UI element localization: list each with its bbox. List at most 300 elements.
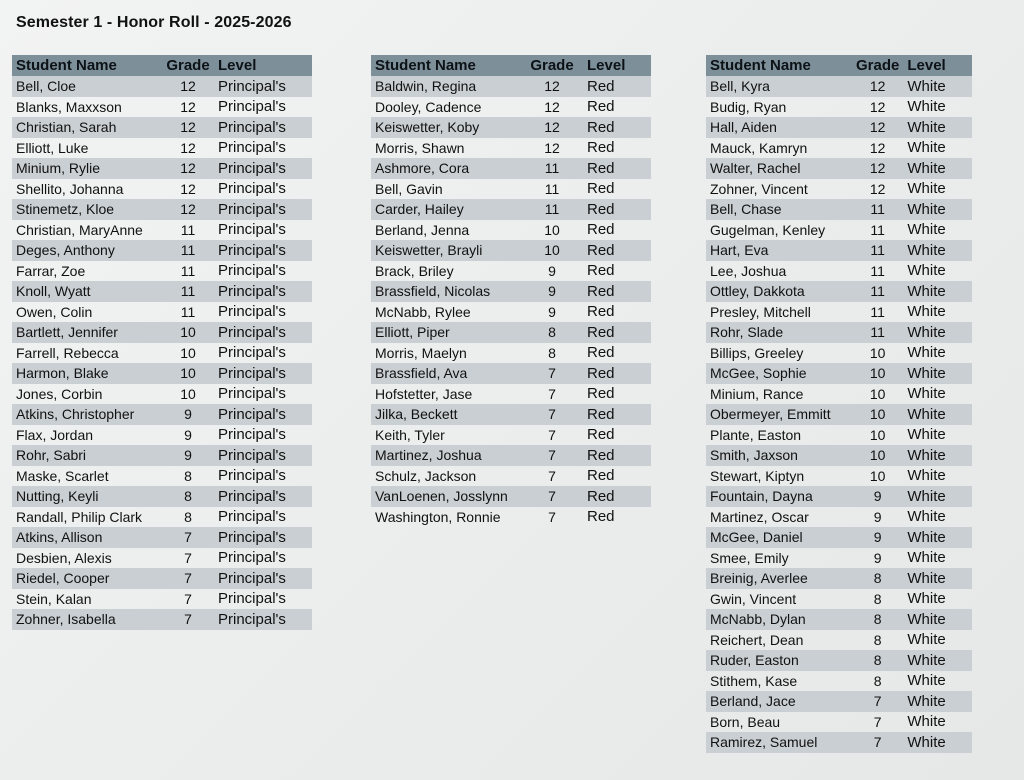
table-row — [12, 343, 312, 364]
student-name-cell: Stein, Kalan — [16, 590, 92, 607]
student-name-cell: Brassfield, Nicolas — [371, 281, 521, 302]
table-row — [12, 179, 312, 200]
level-cell: White — [907, 590, 946, 608]
level-cell: White — [903, 568, 972, 589]
level-cell: Principal's — [218, 98, 286, 116]
table-row — [706, 343, 972, 364]
student-name-cell: Keith, Tyler — [375, 426, 445, 443]
table-row — [706, 609, 972, 630]
grade-cell: 7 — [521, 363, 583, 384]
grade-cell: 11 — [852, 199, 903, 220]
grade-cell: 8 — [873, 631, 882, 648]
principals-table — [12, 55, 312, 630]
grade-cell: 7 — [548, 385, 556, 402]
level-cell: Red — [587, 303, 615, 321]
student-name-cell: Owen, Colin — [16, 303, 93, 320]
level-cell: Principal's — [218, 180, 286, 198]
level-cell: White — [907, 508, 946, 526]
table-row — [12, 76, 312, 97]
page-title: Semester 1 - Honor Roll - 2025-2026 — [16, 14, 292, 31]
grade-cell: 8 — [852, 609, 903, 630]
level-cell: White — [903, 240, 972, 261]
grade-cell: 9 — [162, 445, 214, 466]
table-row — [706, 466, 972, 487]
table-row — [706, 138, 972, 159]
level-cell: White — [907, 262, 946, 280]
table-row — [706, 76, 972, 97]
table-row — [706, 527, 972, 548]
level-cell: Principal's — [218, 221, 286, 239]
table-row — [706, 199, 972, 220]
level-cell: White — [907, 426, 946, 444]
grade-cell: 12 — [544, 139, 560, 156]
level-cell: Red — [587, 344, 615, 362]
table-row — [706, 712, 972, 733]
student-name-cell: Bell, Chase — [706, 199, 852, 220]
table-row — [706, 630, 972, 651]
student-name-cell: McNabb, Dylan — [706, 609, 852, 630]
grade-cell: 7 — [162, 609, 214, 630]
grade-cell: 11 — [870, 221, 885, 238]
grade-cell: 10 — [869, 385, 886, 402]
grade-cell: 10 — [852, 445, 903, 466]
level-cell: Principal's — [218, 344, 286, 362]
table-row — [371, 302, 651, 323]
table-row — [371, 486, 651, 507]
grade-cell: 11 — [521, 199, 583, 220]
table-row — [12, 363, 312, 384]
student-name-cell: Berland, Jenna — [375, 221, 470, 238]
grade-cell: 12 — [162, 158, 214, 179]
level-cell: Principal's — [214, 281, 312, 302]
grade-cell: 10 — [162, 322, 214, 343]
grade-cell: 7 — [548, 426, 556, 443]
level-cell: Principal's — [218, 262, 286, 280]
student-name-cell: Nutting, Keyli — [12, 486, 162, 507]
student-name-cell: Schulz, Jackson — [375, 467, 477, 484]
table-row — [371, 97, 651, 118]
level-cell: Red — [583, 76, 651, 97]
level-cell: Red — [583, 158, 651, 179]
student-name-cell: Ashmore, Cora — [371, 158, 521, 179]
grade-cell: 12 — [544, 98, 560, 115]
level-cell: Principal's — [214, 527, 312, 548]
grade-cell: 11 — [870, 262, 885, 279]
level-cell: Red — [583, 363, 651, 384]
header-student-name: Student Name — [371, 55, 521, 76]
table-row — [12, 97, 312, 118]
grade-cell: 12 — [869, 180, 886, 197]
student-name-cell: Jones, Corbin — [16, 385, 103, 402]
student-name-cell: Hart, Eva — [706, 240, 852, 261]
student-name-cell: Flax, Jordan — [16, 426, 94, 443]
table-row — [706, 281, 972, 302]
student-name-cell: Reichert, Dean — [710, 631, 804, 648]
level-cell: White — [907, 98, 946, 116]
student-name-cell: Elliott, Luke — [16, 139, 89, 156]
student-name-cell: McGee, Sophie — [706, 363, 852, 384]
table-row — [12, 548, 312, 569]
grade-cell: 12 — [852, 158, 903, 179]
student-name-cell: Fountain, Dayna — [706, 486, 852, 507]
grade-cell: 12 — [852, 76, 903, 97]
level-cell: Principal's — [218, 303, 286, 321]
level-cell: Red — [583, 240, 651, 261]
table-row — [706, 425, 972, 446]
grade-cell: 12 — [162, 199, 214, 220]
student-name-cell: Zohner, Vincent — [710, 180, 808, 197]
table-row — [12, 527, 312, 548]
grade-cell: 9 — [852, 527, 903, 548]
level-cell: White — [907, 180, 946, 198]
level-cell: White — [903, 691, 972, 712]
student-name-cell: Bell, Gavin — [375, 180, 443, 197]
level-cell: White — [903, 445, 972, 466]
table-header-row — [706, 55, 972, 76]
student-name-cell: Bell, Kyra — [706, 76, 852, 97]
student-name-cell: VanLoenen, Josslynn — [371, 486, 521, 507]
student-name-cell: Atkins, Allison — [12, 527, 162, 548]
grade-cell: 9 — [548, 262, 556, 279]
level-cell: White — [907, 672, 946, 690]
grade-cell: 7 — [852, 732, 903, 753]
student-name-cell: Martinez, Oscar — [710, 508, 809, 525]
grade-cell: 12 — [852, 117, 903, 138]
grade-cell: 9 — [548, 303, 556, 320]
table-row — [371, 384, 651, 405]
grade-cell: 12 — [180, 139, 196, 156]
table-row — [12, 199, 312, 220]
grade-cell: 11 — [521, 158, 583, 179]
student-name-cell: McNabb, Rylee — [375, 303, 471, 320]
grade-cell: 12 — [869, 139, 886, 156]
level-cell: White — [907, 631, 946, 649]
student-name-cell: Farrar, Zoe — [16, 262, 86, 279]
student-name-cell: Morris, Shawn — [375, 139, 465, 156]
level-cell: White — [903, 527, 972, 548]
level-cell: Red — [583, 404, 651, 425]
student-name-cell: Minium, Rance — [710, 385, 804, 402]
level-cell: Principal's — [214, 609, 312, 630]
table-row — [706, 322, 972, 343]
grade-cell: 7 — [873, 713, 882, 730]
level-cell: White — [903, 732, 972, 753]
table-header-row — [12, 55, 312, 76]
level-cell: Principal's — [214, 76, 312, 97]
student-name-cell: Zohner, Isabella — [12, 609, 162, 630]
level-cell: Principal's — [214, 445, 312, 466]
table-row — [706, 97, 972, 118]
table-row — [706, 507, 972, 528]
level-cell: Principal's — [218, 426, 286, 444]
level-cell: Principal's — [214, 363, 312, 384]
grade-cell: 11 — [852, 281, 903, 302]
student-name-cell: Walter, Rachel — [706, 158, 852, 179]
table-row — [12, 322, 312, 343]
table-row — [371, 343, 651, 364]
grade-cell: 10 — [869, 344, 886, 361]
student-name-cell: Elliott, Piper — [371, 322, 521, 343]
student-name-cell: Ruder, Easton — [706, 650, 852, 671]
student-name-cell: Christian, MaryAnne — [16, 221, 143, 238]
grade-cell: 9 — [184, 426, 192, 443]
table-row — [371, 363, 651, 384]
grade-cell: 7 — [521, 486, 583, 507]
level-cell: Red — [583, 199, 651, 220]
level-cell: Principal's — [214, 568, 312, 589]
table-row — [371, 261, 651, 282]
student-name-cell: Christian, Sarah — [12, 117, 162, 138]
level-cell: White — [903, 199, 972, 220]
student-name-cell: Maske, Scarlet — [16, 467, 109, 484]
grade-cell: 7 — [162, 527, 214, 548]
table-row — [12, 404, 312, 425]
level-cell: Principal's — [214, 486, 312, 507]
student-name-cell: Presley, Mitchell — [710, 303, 811, 320]
table-row — [12, 240, 312, 261]
level-cell: White — [903, 609, 972, 630]
table-row — [706, 548, 972, 569]
red-table — [371, 55, 651, 527]
student-name-cell: Smee, Emily — [710, 549, 789, 566]
student-name-cell: Berland, Jace — [706, 691, 852, 712]
grade-cell: 11 — [162, 240, 214, 261]
student-name-cell: Stinemetz, Kloe — [12, 199, 162, 220]
level-cell: Red — [587, 262, 615, 280]
level-cell: Red — [583, 117, 651, 138]
table-row — [371, 425, 651, 446]
table-row — [706, 302, 972, 323]
grade-cell: 10 — [852, 363, 903, 384]
table-row — [706, 568, 972, 589]
table-row — [12, 281, 312, 302]
level-cell: Principal's — [214, 404, 312, 425]
table-row — [706, 732, 972, 753]
level-cell: Principal's — [218, 590, 286, 608]
level-cell: Principal's — [214, 240, 312, 261]
grade-cell: 8 — [873, 590, 882, 607]
student-name-cell: Randall, Philip Clark — [16, 508, 143, 525]
grade-cell: 11 — [180, 262, 196, 279]
grade-cell: 11 — [870, 303, 885, 320]
student-name-cell: Atkins, Christopher — [12, 404, 162, 425]
student-name-cell: Obermeyer, Emmitt — [706, 404, 852, 425]
header-student-name: Student Name — [706, 55, 852, 76]
grade-cell: 7 — [162, 568, 214, 589]
level-cell: White — [903, 486, 972, 507]
level-cell: Principal's — [214, 117, 312, 138]
student-name-cell: Ottley, Dakkota — [706, 281, 852, 302]
level-cell: Red — [587, 98, 615, 116]
grade-cell: 11 — [180, 221, 196, 238]
grade-cell: 12 — [180, 180, 196, 197]
student-name-cell: Riedel, Cooper — [12, 568, 162, 589]
table-row — [706, 261, 972, 282]
table-row — [706, 404, 972, 425]
table-row — [371, 199, 651, 220]
table-row — [371, 466, 651, 487]
table-row — [371, 281, 651, 302]
level-cell: White — [903, 281, 972, 302]
table-row — [371, 322, 651, 343]
table-row — [371, 117, 651, 138]
table-row — [706, 117, 972, 138]
header-level: Level — [583, 55, 651, 76]
grade-cell: 11 — [852, 240, 903, 261]
grade-cell: 11 — [852, 322, 903, 343]
level-cell: White — [903, 404, 972, 425]
grade-cell: 11 — [162, 281, 214, 302]
level-cell: Principal's — [218, 549, 286, 567]
level-cell: Red — [587, 385, 615, 403]
table-row — [371, 240, 651, 261]
grade-cell: 12 — [162, 76, 214, 97]
grade-cell: 9 — [521, 281, 583, 302]
student-name-cell: Rohr, Slade — [706, 322, 852, 343]
header-level: Level — [903, 55, 972, 76]
grade-cell: 8 — [184, 508, 192, 525]
table-row — [371, 507, 651, 528]
table-row — [706, 691, 972, 712]
student-name-cell: Ramirez, Samuel — [706, 732, 852, 753]
student-name-cell: Stithem, Kase — [710, 672, 798, 689]
grade-cell: 12 — [521, 76, 583, 97]
grade-cell: 7 — [548, 508, 556, 525]
table-row — [371, 179, 651, 200]
student-name-cell: Hofstetter, Jase — [375, 385, 473, 402]
student-name-cell: Morris, Maelyn — [375, 344, 467, 361]
table-row — [12, 117, 312, 138]
student-name-cell: Harmon, Blake — [12, 363, 162, 384]
level-cell: White — [907, 385, 946, 403]
table-row — [12, 220, 312, 241]
table-row — [706, 445, 972, 466]
student-name-cell: Hall, Aiden — [706, 117, 852, 138]
student-name-cell: Bartlett, Jennifer — [12, 322, 162, 343]
grade-cell: 12 — [869, 98, 886, 115]
header-grade: Grade — [852, 55, 903, 76]
table-row — [12, 466, 312, 487]
header-level: Level — [214, 55, 312, 76]
grade-cell: 8 — [852, 568, 903, 589]
level-cell: Red — [587, 508, 615, 526]
grade-cell: 10 — [162, 363, 214, 384]
student-name-cell: Washington, Ronnie — [375, 508, 501, 525]
grade-cell: 8 — [852, 650, 903, 671]
level-cell: Principal's — [218, 385, 286, 403]
student-name-cell: Smith, Jaxson — [706, 445, 852, 466]
level-cell: White — [907, 221, 946, 239]
grade-cell: 10 — [852, 404, 903, 425]
grade-cell: 7 — [521, 404, 583, 425]
table-row — [706, 220, 972, 241]
grade-cell: 12 — [162, 117, 214, 138]
table-row — [706, 671, 972, 692]
level-cell: White — [903, 117, 972, 138]
grade-cell: 9 — [852, 486, 903, 507]
table-row — [12, 261, 312, 282]
table-row — [12, 384, 312, 405]
grade-cell: 8 — [184, 467, 192, 484]
student-name-cell: Brassfield, Ava — [371, 363, 521, 384]
level-cell: White — [903, 158, 972, 179]
level-cell: Red — [587, 426, 615, 444]
student-name-cell: Shellito, Johanna — [16, 180, 124, 197]
grade-cell: 12 — [180, 98, 196, 115]
grade-cell: 7 — [852, 691, 903, 712]
level-cell: Principal's — [214, 199, 312, 220]
grade-cell: 8 — [162, 486, 214, 507]
table-row — [12, 425, 312, 446]
table-row — [371, 445, 651, 466]
student-name-cell: Budig, Ryan — [710, 98, 787, 115]
level-cell: Red — [587, 467, 615, 485]
level-cell: Red — [583, 445, 651, 466]
grade-cell: 8 — [548, 344, 556, 361]
level-cell: White — [907, 713, 946, 731]
white-table — [706, 55, 972, 753]
student-name-cell: Dooley, Cadence — [375, 98, 482, 115]
table-row — [706, 179, 972, 200]
grade-cell: 9 — [873, 549, 882, 566]
level-cell: Principal's — [218, 139, 286, 157]
student-name-cell: Baldwin, Regina — [371, 76, 521, 97]
student-name-cell: Knoll, Wyatt — [12, 281, 162, 302]
grade-cell: 8 — [873, 672, 882, 689]
grade-cell: 10 — [544, 221, 560, 238]
table-row — [12, 568, 312, 589]
grade-cell: 11 — [544, 180, 560, 197]
table-row — [12, 445, 312, 466]
grade-cell: 10 — [869, 467, 886, 484]
table-row — [371, 138, 651, 159]
grade-cell: 10 — [869, 426, 886, 443]
table-row — [706, 589, 972, 610]
student-name-cell: Bell, Cloe — [12, 76, 162, 97]
header-grade: Grade — [162, 55, 214, 76]
student-name-cell: Mauck, Kamryn — [710, 139, 808, 156]
grade-cell: 9 — [162, 404, 214, 425]
table-row — [12, 589, 312, 610]
student-name-cell: Rohr, Sabri — [12, 445, 162, 466]
table-row — [371, 76, 651, 97]
table-row — [12, 507, 312, 528]
student-name-cell: Lee, Joshua — [710, 262, 787, 279]
grade-cell: 7 — [184, 590, 192, 607]
student-name-cell: Keiswetter, Koby — [371, 117, 521, 138]
table-row — [371, 220, 651, 241]
level-cell: White — [907, 549, 946, 567]
level-cell: Principal's — [218, 467, 286, 485]
level-cell: Principal's — [214, 322, 312, 343]
table-row — [706, 650, 972, 671]
table-row — [706, 158, 972, 179]
level-cell: Red — [583, 281, 651, 302]
student-name-cell: Plante, Easton — [710, 426, 802, 443]
header-grade: Grade — [521, 55, 583, 76]
level-cell: White — [907, 303, 946, 321]
grade-cell: 9 — [873, 508, 882, 525]
student-name-cell: Born, Beau — [710, 713, 781, 730]
level-cell: Red — [583, 322, 651, 343]
level-cell: White — [903, 650, 972, 671]
grade-cell: 8 — [521, 322, 583, 343]
student-name-cell: Billips, Greeley — [710, 344, 804, 361]
student-name-cell: Minium, Rylie — [12, 158, 162, 179]
table-row — [12, 138, 312, 159]
student-name-cell: Gugelman, Kenley — [710, 221, 826, 238]
grade-cell: 7 — [184, 549, 192, 566]
